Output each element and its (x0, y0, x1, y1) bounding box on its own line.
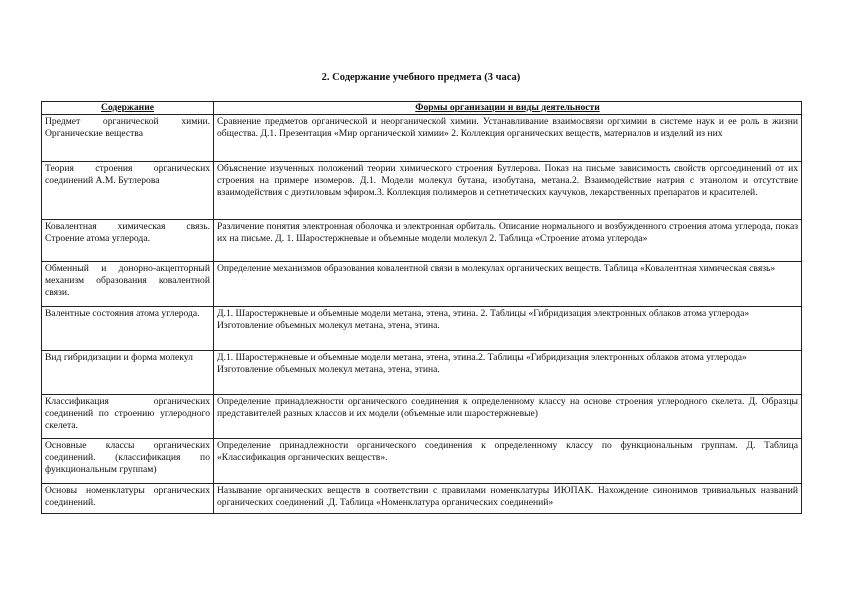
row-content-cell: Валентные состояния атома углерода. (42, 307, 214, 351)
table-row (42, 484, 802, 514)
activity-line: Определение механизмов образования ковалентной связи в молекулах органических веществ. Таблица «Ковалентная химическая связь» (217, 263, 776, 274)
row-content-cell: Основные классы органических соединений. (классификация по функциональным группам) (42, 439, 214, 484)
table-row (42, 439, 802, 484)
content-table (41, 101, 802, 514)
activity-line: Д.1. Шаростержневые и объемные модели метана, этена, этина.2. Таблицы «Гибридизация электронных облаков атома углерода» (217, 352, 747, 363)
page-title: 2. Содержание учебного предмета (3 часа) (321, 72, 521, 83)
activity-line: Изготовление объемных молекул метана, этена, этина. (217, 364, 440, 375)
row-activity-cell (214, 162, 802, 220)
table-row (42, 162, 802, 220)
header-content: Содержание (42, 102, 214, 115)
activity-line: Определение принадлежности органического соединения к определенному классу на основе строения углеродного скелета. Д. Образцы представителей разных классов и их модели (объемные или шаростержневые) (217, 396, 798, 419)
row-content-cell: Основы номенклатуры органических соединений. (42, 484, 214, 514)
header-activity: Формы организации и виды деятельности (214, 102, 802, 115)
activity-line: Д.1. Шаростержневые и объемные модели метана, этена, этина. 2. Таблицы «Гибридизация электронных облаков атома углерода» (217, 308, 750, 319)
table-row (42, 115, 802, 162)
activity-line: Изготовление объемных молекул метана, этена, этина. (217, 320, 440, 331)
row-content-cell: Предмет органической химии. Органические вещества (42, 115, 214, 162)
activity-line: Определение принадлежности органического соединения к определенному классу по функциональным группам. Д. Таблица «Классификация органических веществ». (217, 440, 798, 463)
table-row (42, 262, 802, 307)
table-header-row (42, 102, 802, 115)
table-row (42, 307, 802, 351)
row-content-cell: Ковалентная химическая связь. Строение атома углерода. (42, 220, 214, 262)
row-content-cell: Обменный и донорно-акцепторный механизм образования ковалентной связи. (42, 262, 214, 307)
row-activity-cell (214, 484, 802, 514)
table-row (42, 220, 802, 262)
table-row (42, 351, 802, 395)
activity-line: Сравнение предметов органической и неорганической химии. Устанавливание взаимосвязи оргхимии в системе наук и ее роль в жизни общества. Д.1. Презентация «Мир органической химии» 2. Коллекция органических веществ, материалов и изделий из них (217, 116, 798, 139)
activity-line: Объяснение изученных положений теории химического строения Бутлерова. Показ на письме зависимость свойств оргсоединений от их строения на примере изомеров. Д.1. Модели молекул бутана, изобутана, метана.2. Взаимодействие натрия с этанолом и отсутствие взаимодействия с диэтиловым эфиром.3. Коллекция полимеров и сетнетических каучуков, лекарственных препаратов и красителей. (217, 163, 798, 198)
row-content-cell: Классификация органических соединений по строению углеродного скелета. (42, 395, 214, 439)
table-row (42, 395, 802, 439)
row-activity-cell (214, 115, 802, 162)
activity-line: Различение понятия электронная оболочка и электронная орбиталь. Описание нормального и возбужденного строения атома углерода, показ их на письме. Д. 1. Шаростержневые и объемные модели молекул 2. Таблица «Строение атома углерода» (217, 221, 798, 244)
row-activity-cell (214, 439, 802, 484)
row-activity-cell (214, 262, 802, 307)
row-activity-cell (214, 351, 802, 395)
activity-line: Называние органических веществ в соответствии с правилами номенклатуры ИЮПАК. Нахождение синонимов тривиальных названий органических соединений .Д. Таблица «Номенклатура органических соединений» (217, 485, 798, 508)
row-content-cell: Вид гибридизации и форма молекул (42, 351, 214, 395)
row-activity-cell (214, 307, 802, 351)
row-activity-cell (214, 395, 802, 439)
row-content-cell: Теория строения органических соединений А.М. Бутлерова (42, 162, 214, 220)
row-activity-cell (214, 220, 802, 262)
